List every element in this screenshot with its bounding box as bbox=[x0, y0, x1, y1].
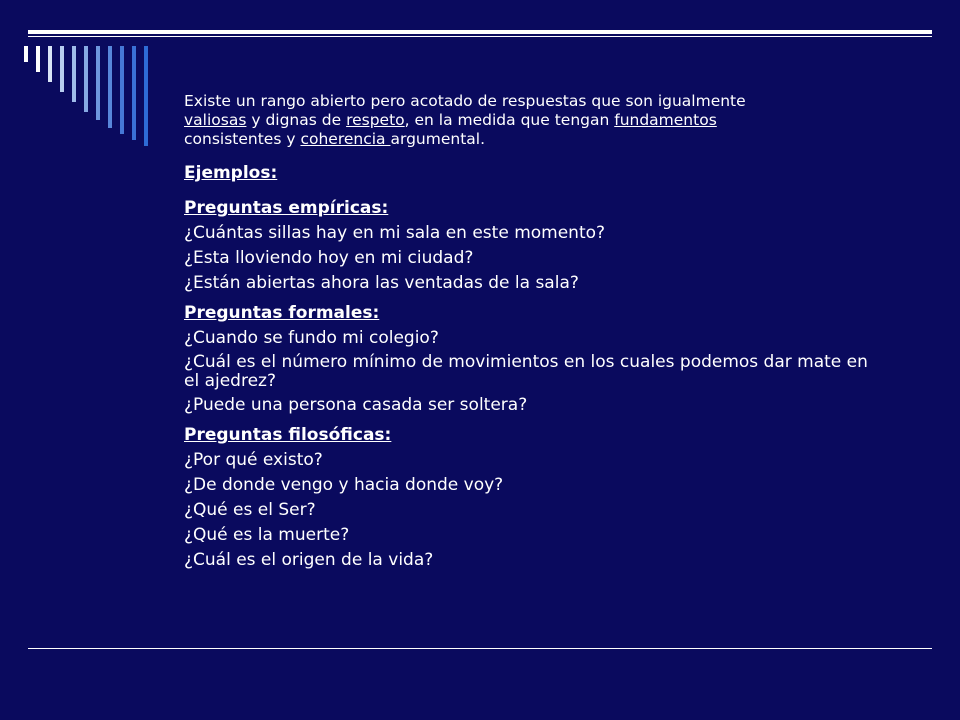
question-item: ¿Cuántas sillas hay en mi sala en este momento? bbox=[184, 223, 606, 243]
top-rule-thin bbox=[28, 36, 932, 37]
question-item: ¿Cuál es el origen de la vida? bbox=[184, 550, 434, 570]
question-item: ¿Cuál es el número mínimo de movimientos en los cuales podemos dar mate en el ajedrez? bbox=[184, 352, 868, 391]
decorative-stripes bbox=[24, 46, 164, 146]
heading-empiricas: Preguntas empíricas: bbox=[184, 198, 389, 218]
question-item: ¿Cuando se fundo mi colegio? bbox=[184, 328, 439, 348]
question-item: ¿Qué es la muerte? bbox=[184, 525, 350, 545]
section-filosoficas bbox=[184, 425, 884, 571]
question-item: ¿Esta lloviendo hoy en mi ciudad? bbox=[184, 248, 474, 268]
top-rule bbox=[28, 30, 932, 34]
question-item: ¿Están abiertas ahora las ventadas de la sala? bbox=[184, 273, 579, 293]
heading-filosoficas: Preguntas filosóficas: bbox=[184, 425, 392, 445]
question-item: ¿Por qué existo? bbox=[184, 450, 323, 470]
slide-content bbox=[184, 92, 884, 580]
ejemplos-label: Ejemplos: bbox=[184, 163, 278, 183]
question-item: ¿Qué es el Ser? bbox=[184, 500, 316, 520]
question-item: ¿De donde vengo y hacia donde voy? bbox=[184, 475, 504, 495]
section-formales bbox=[184, 303, 884, 416]
bottom-rule bbox=[28, 648, 932, 649]
section-empiricas bbox=[184, 198, 884, 294]
question-item: ¿Puede una persona casada ser soltera? bbox=[184, 395, 528, 415]
heading-formales: Preguntas formales: bbox=[184, 303, 380, 323]
intro-paragraph: Existe un rango abierto pero acotado de respuestas que son igualmente valiosas y dignas de respeto, en la medida que tengan fundamentos consistentes y coherencia argumental. bbox=[184, 92, 746, 148]
